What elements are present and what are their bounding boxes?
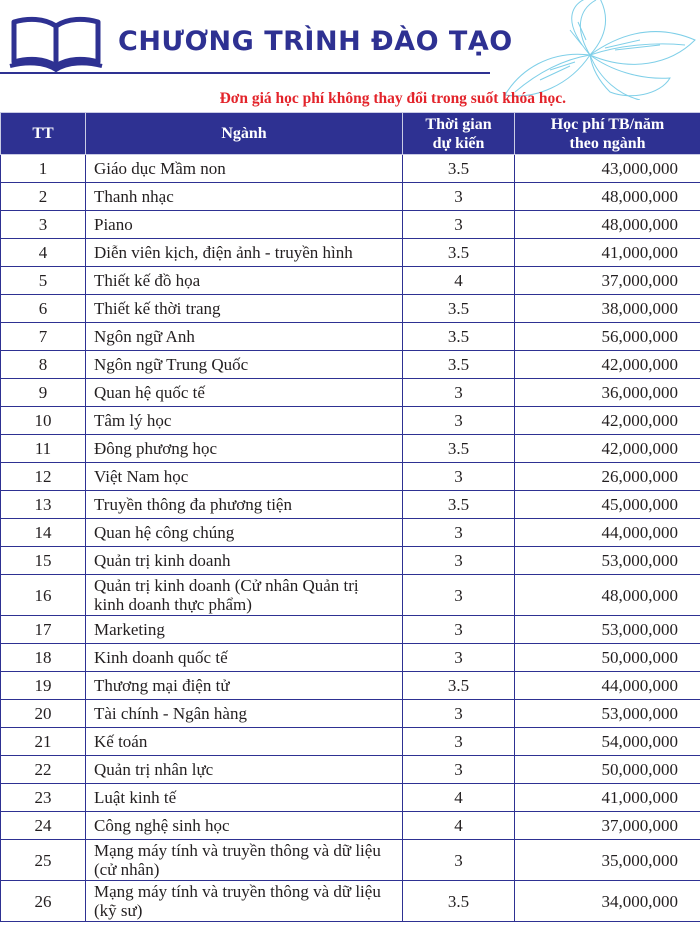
duration-years: 3.5	[403, 672, 515, 700]
duration-years: 4	[403, 784, 515, 812]
major-name	[86, 463, 403, 491]
major-name	[86, 575, 403, 616]
major-name-line: Mạng máy tính và truyền thông và dữ liệu	[94, 841, 381, 860]
table-row	[1, 239, 700, 267]
duration-years: 3.5	[403, 239, 515, 267]
duration-years: 3.5	[403, 491, 515, 519]
row-number: 7	[1, 323, 86, 351]
duration-years: 3	[403, 840, 515, 881]
row-number: 1	[1, 155, 86, 183]
flower-decoration	[490, 0, 700, 100]
major-name	[86, 295, 403, 323]
duration-years: 3	[403, 575, 515, 616]
tuition-fee: 26,000,000	[515, 463, 700, 491]
tuition-fee: 35,000,000	[515, 840, 700, 881]
tuition-fee: 42,000,000	[515, 435, 700, 463]
major-name-line: Luật kinh tế	[94, 788, 177, 807]
duration-years: 3	[403, 756, 515, 784]
major-name-line: Quan hệ công chúng	[94, 523, 235, 542]
header-major: Ngành	[86, 113, 403, 155]
table-row	[1, 435, 700, 463]
row-number: 18	[1, 644, 86, 672]
duration-years: 3.5	[403, 323, 515, 351]
row-number: 2	[1, 183, 86, 211]
row-number: 16	[1, 575, 86, 616]
major-name	[86, 616, 403, 644]
tuition-fee: 53,000,000	[515, 616, 700, 644]
tuition-fee: 56,000,000	[515, 323, 700, 351]
header-tt: TT	[1, 113, 86, 155]
major-name	[86, 672, 403, 700]
table-row	[1, 616, 700, 644]
table-row	[1, 295, 700, 323]
table-row	[1, 351, 700, 379]
table-row	[1, 728, 700, 756]
major-name	[86, 840, 403, 881]
duration-years: 3.5	[403, 351, 515, 379]
row-number: 8	[1, 351, 86, 379]
major-name-line: Thiết kế đồ họa	[94, 271, 201, 290]
table-row	[1, 812, 700, 840]
major-name-line: Thương mại điện tử	[94, 676, 230, 695]
table-row	[1, 155, 700, 183]
major-name	[86, 155, 403, 183]
major-name-line: Tâm lý học	[94, 411, 172, 430]
tuition-fee: 48,000,000	[515, 211, 700, 239]
duration-years: 3	[403, 547, 515, 575]
row-number: 4	[1, 239, 86, 267]
tuition-fee: 50,000,000	[515, 644, 700, 672]
major-name	[86, 728, 403, 756]
row-number: 20	[1, 700, 86, 728]
table-row	[1, 644, 700, 672]
table-row	[1, 700, 700, 728]
row-number: 17	[1, 616, 86, 644]
major-name-line: Thanh nhạc	[94, 187, 174, 206]
tuition-fee: 53,000,000	[515, 547, 700, 575]
duration-years: 3	[403, 728, 515, 756]
tuition-fee: 53,000,000	[515, 700, 700, 728]
major-name-line: Tài chính - Ngân hàng	[94, 704, 247, 723]
table-row	[1, 784, 700, 812]
tuition-fee: 48,000,000	[515, 183, 700, 211]
major-name-line: (kỹ sư)	[94, 901, 143, 920]
major-name-line: Diễn viên kịch, điện ảnh - truyền hình	[94, 243, 353, 262]
major-name-line: Việt Nam học	[94, 467, 189, 486]
major-name	[86, 379, 403, 407]
major-name	[86, 407, 403, 435]
header-duration: Thời gian dự kiến	[403, 113, 515, 155]
duration-years: 3	[403, 211, 515, 239]
duration-years: 3	[403, 519, 515, 547]
major-name-line: Quản trị kinh doanh (Cử nhân Quản trị	[94, 576, 359, 595]
major-name	[86, 547, 403, 575]
major-name	[86, 812, 403, 840]
duration-years: 3	[403, 407, 515, 435]
row-number: 24	[1, 812, 86, 840]
major-name-line: Marketing	[94, 620, 165, 639]
table-row	[1, 672, 700, 700]
open-book-icon	[8, 14, 104, 72]
major-name	[86, 351, 403, 379]
table-row	[1, 491, 700, 519]
tuition-table	[0, 112, 700, 922]
major-name-line: Ngôn ngữ Trung Quốc	[94, 355, 249, 374]
table-body	[1, 155, 700, 922]
duration-years: 3	[403, 183, 515, 211]
duration-years: 4	[403, 812, 515, 840]
page-title: CHƯƠNG TRÌNH ĐÀO TẠO	[118, 26, 513, 57]
major-name	[86, 267, 403, 295]
table-row	[1, 323, 700, 351]
duration-years: 3	[403, 379, 515, 407]
major-name	[86, 491, 403, 519]
tuition-fee: 36,000,000	[515, 379, 700, 407]
row-number: 23	[1, 784, 86, 812]
major-name	[86, 435, 403, 463]
tuition-fee: 44,000,000	[515, 672, 700, 700]
tuition-fee: 50,000,000	[515, 756, 700, 784]
table-row	[1, 547, 700, 575]
major-name-line: Đông phương học	[94, 439, 218, 458]
row-number: 22	[1, 756, 86, 784]
major-name	[86, 239, 403, 267]
row-number: 19	[1, 672, 86, 700]
duration-years: 3.5	[403, 155, 515, 183]
major-name-line: Ngôn ngữ Anh	[94, 327, 195, 346]
row-number: 10	[1, 407, 86, 435]
table-row	[1, 756, 700, 784]
major-name-line: Quan hệ quốc tế	[94, 383, 205, 402]
major-name-line: Piano	[94, 215, 133, 234]
row-number: 5	[1, 267, 86, 295]
table-row	[1, 267, 700, 295]
tuition-fee: 43,000,000	[515, 155, 700, 183]
major-name	[86, 784, 403, 812]
duration-years: 3.5	[403, 881, 515, 922]
row-number: 12	[1, 463, 86, 491]
major-name	[86, 519, 403, 547]
row-number: 9	[1, 379, 86, 407]
table-row	[1, 183, 700, 211]
row-number: 13	[1, 491, 86, 519]
major-name	[86, 183, 403, 211]
duration-years: 3	[403, 616, 515, 644]
major-name-line: Giáo dục Mầm non	[94, 159, 226, 178]
major-name	[86, 323, 403, 351]
major-name	[86, 881, 403, 922]
tuition-fee: 42,000,000	[515, 351, 700, 379]
duration-years: 3	[403, 463, 515, 491]
duration-years: 4	[403, 267, 515, 295]
major-name	[86, 644, 403, 672]
title-underline	[0, 72, 490, 74]
tuition-fee: 37,000,000	[515, 267, 700, 295]
tuition-fee: 54,000,000	[515, 728, 700, 756]
row-number: 25	[1, 840, 86, 881]
row-number: 21	[1, 728, 86, 756]
major-name-line: Mạng máy tính và truyền thông và dữ liệu	[94, 882, 381, 901]
fee-note: Đơn giá học phí không thay đổi trong suốt khóa học.	[219, 90, 566, 107]
table-row	[1, 407, 700, 435]
major-name	[86, 700, 403, 728]
duration-years: 3.5	[403, 435, 515, 463]
duration-years: 3.5	[403, 295, 515, 323]
major-name-line: Truyền thông đa phương tiện	[94, 495, 292, 514]
tuition-fee: 42,000,000	[515, 407, 700, 435]
table-header-row	[1, 113, 700, 155]
tuition-fee: 38,000,000	[515, 295, 700, 323]
row-number: 15	[1, 547, 86, 575]
tuition-fee: 37,000,000	[515, 812, 700, 840]
major-name-line: Công nghệ sinh học	[94, 816, 230, 835]
table-row	[1, 840, 700, 881]
row-number: 3	[1, 211, 86, 239]
major-name-line: kinh doanh thực phẩm)	[94, 595, 252, 614]
row-number: 6	[1, 295, 86, 323]
table-row	[1, 881, 700, 922]
table-row	[1, 575, 700, 616]
major-name-line: Kinh doanh quốc tế	[94, 648, 228, 667]
tuition-fee: 41,000,000	[515, 239, 700, 267]
major-name	[86, 756, 403, 784]
tuition-fee: 41,000,000	[515, 784, 700, 812]
row-number: 11	[1, 435, 86, 463]
table-row	[1, 379, 700, 407]
tuition-fee: 44,000,000	[515, 519, 700, 547]
tuition-fee: 34,000,000	[515, 881, 700, 922]
row-number: 14	[1, 519, 86, 547]
table-row	[1, 463, 700, 491]
major-name-line: Quản trị kinh doanh	[94, 551, 231, 570]
tuition-fee: 48,000,000	[515, 575, 700, 616]
row-number: 26	[1, 881, 86, 922]
table-row	[1, 211, 700, 239]
major-name-line: Kế toán	[94, 732, 148, 751]
duration-years: 3	[403, 700, 515, 728]
duration-years: 3	[403, 644, 515, 672]
page-header	[0, 0, 700, 88]
major-name-line: Thiết kế thời trang	[94, 299, 221, 318]
tuition-fee: 45,000,000	[515, 491, 700, 519]
header-fee: Học phí TB/năm theo ngành	[515, 113, 700, 155]
major-name	[86, 211, 403, 239]
major-name-line: (cử nhân)	[94, 860, 160, 879]
major-name-line: Quản trị nhân lực	[94, 760, 214, 779]
table-row	[1, 519, 700, 547]
